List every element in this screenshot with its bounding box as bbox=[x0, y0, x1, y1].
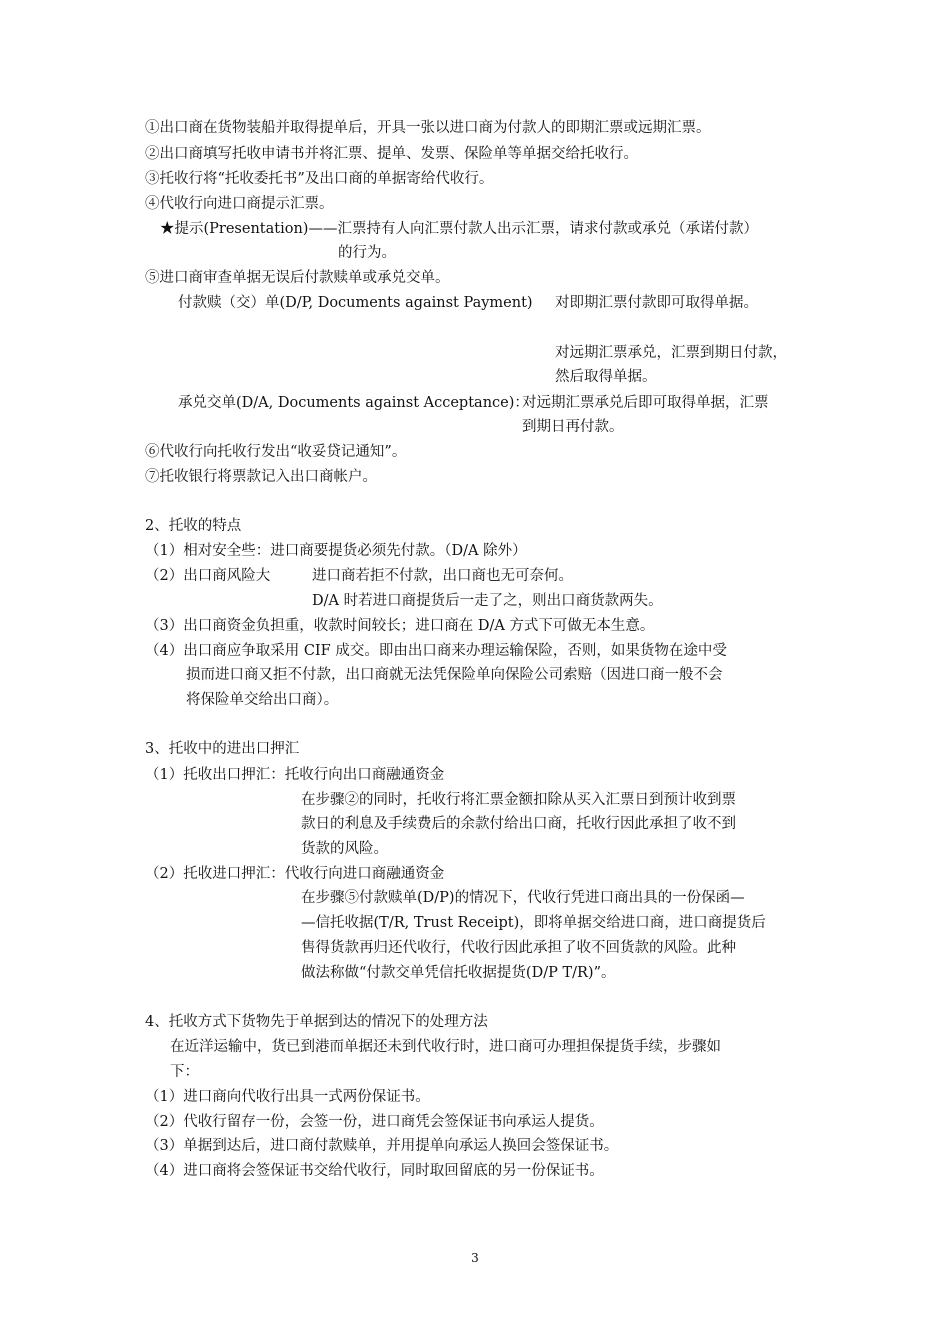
dp-usance-desc: 对远期汇票承兑，汇票到期日付款， bbox=[555, 345, 787, 361]
section-2-heading: 2、托收的特点 bbox=[145, 518, 242, 534]
export-bill-desc-cont-2: 货款的风险。 bbox=[301, 841, 388, 857]
page-number: 3 bbox=[471, 1251, 479, 1265]
dp-usance-desc-cont: 然后取得单据。 bbox=[555, 369, 657, 385]
dp-label: 付款赎（交）单(D/P, Documents against Payment) bbox=[178, 295, 533, 311]
feature-4-cont-2: 将保险单交给出口商）。 bbox=[186, 692, 339, 708]
section-4-intro: 在近洋运输中，货已到港而单据还未到代收行时，进口商可办理担保提货手续，步骤如 bbox=[170, 1039, 721, 1055]
procedure-4: （4）进口商将会签保证书交给代收行，同时取回留底的另一份保证书。 bbox=[145, 1163, 604, 1179]
presentation-definition: ★提示(Presentation)——汇票持有人向汇票付款人出示汇票，请求付款或承兑（承诺付款） bbox=[160, 221, 758, 237]
step-7: ⑦托收银行将票款记入出口商帐户。 bbox=[145, 469, 377, 485]
import-bill-head: （2）托收进口押汇：代收行向进口商融通资金 bbox=[145, 866, 445, 882]
procedure-3: （3）单据到达后，进口商付款赎单，并用提单向承运人换回会签保证书。 bbox=[145, 1138, 619, 1154]
step-6: ⑥代收行向托收行发出“收妥贷记通知”。 bbox=[145, 444, 407, 460]
presentation-definition-cont: 的行为。 bbox=[338, 245, 396, 261]
step-4: ④代收行向进口商提示汇票。 bbox=[145, 196, 334, 212]
da-label: 承兑交单(D/A, Documents against Acceptance)： bbox=[178, 395, 529, 411]
feature-2-label: （2）出口商风险大 bbox=[145, 568, 271, 584]
feature-2-desc: 进口商若拒不付款，出口商也无可奈何。 bbox=[312, 568, 573, 584]
section-4-intro-cont: 下： bbox=[170, 1064, 199, 1080]
feature-3: （3）出口商资金负担重，收款时间较长；进口商在 D/A 方式下可做无本生意。 bbox=[145, 618, 655, 634]
import-bill-desc: 在步骤⑤付款赎单(D/P)的情况下，代收行凭进口商出具的一份保函— bbox=[301, 890, 745, 906]
procedure-1: （1）进口商向代收行出具一式两份保证书。 bbox=[145, 1089, 430, 1105]
procedure-2: （2）代收行留存一份，会签一份，进口商凭会签保证书向承运人提货。 bbox=[145, 1114, 604, 1130]
step-5: ⑤进口商审查单据无误后付款赎单或承兑交单。 bbox=[145, 270, 450, 286]
step-3: ③托收行将“托收委托书”及出口商的单据寄给代收行。 bbox=[145, 171, 494, 187]
da-desc-cont: 到期日再付款。 bbox=[522, 419, 624, 435]
da-desc: 对远期汇票承兑后即可取得单据，汇票 bbox=[522, 395, 769, 411]
step-1: ①出口商在货物装船并取得提单后，开具一张以进口商为付款人的即期汇票或远期汇票。 bbox=[145, 120, 711, 136]
import-bill-desc-cont-3: 做法称做“付款交单凭信托收据提货(D/P T/R)”。 bbox=[301, 965, 616, 981]
step-2: ②出口商填写托收申请书并将汇票、提单、发票、保险单等单据交给托收行。 bbox=[145, 146, 638, 162]
feature-1: （1）相对安全些：进口商要提货必须先付款。（D/A 除外） bbox=[145, 543, 527, 559]
export-bill-desc-cont: 款日的利息及手续费后的余款付给出口商，托收行因此承担了收不到 bbox=[301, 816, 736, 832]
feature-2-desc-cont: D/A 时若进口商提货后一走了之，则出口商货款两失。 bbox=[312, 593, 663, 609]
import-bill-desc-cont-2: 售得货款再归还代收行，代收行因此承担了收不回货款的风险。此种 bbox=[301, 940, 736, 956]
export-bill-desc: 在步骤②的同时，托收行将汇票金额扣除从买入汇票日到预计收到票 bbox=[301, 792, 736, 808]
feature-4-cont: 损而进口商又拒不付款，出口商就无法凭保险单向保险公司索赔（因进口商一般不会 bbox=[186, 667, 723, 683]
import-bill-desc-cont: —信托收据(T/R, Trust Receipt)，即将单据交给进口商，进口商提货后 bbox=[301, 915, 766, 931]
section-3-heading: 3、托收中的进出口押汇 bbox=[145, 741, 300, 757]
section-4-heading: 4、托收方式下货物先于单据到达的情况下的处理方法 bbox=[145, 1014, 488, 1030]
feature-4: （4）出口商应争取采用 CIF 成交。即由出口商来办理运输保险，否则，如果货物在途中受 bbox=[145, 643, 727, 659]
dp-sight-desc: 对即期汇票付款即可取得单据。 bbox=[555, 295, 758, 311]
export-bill-head: （1）托收出口押汇：托收行向出口商融通资金 bbox=[145, 767, 445, 783]
